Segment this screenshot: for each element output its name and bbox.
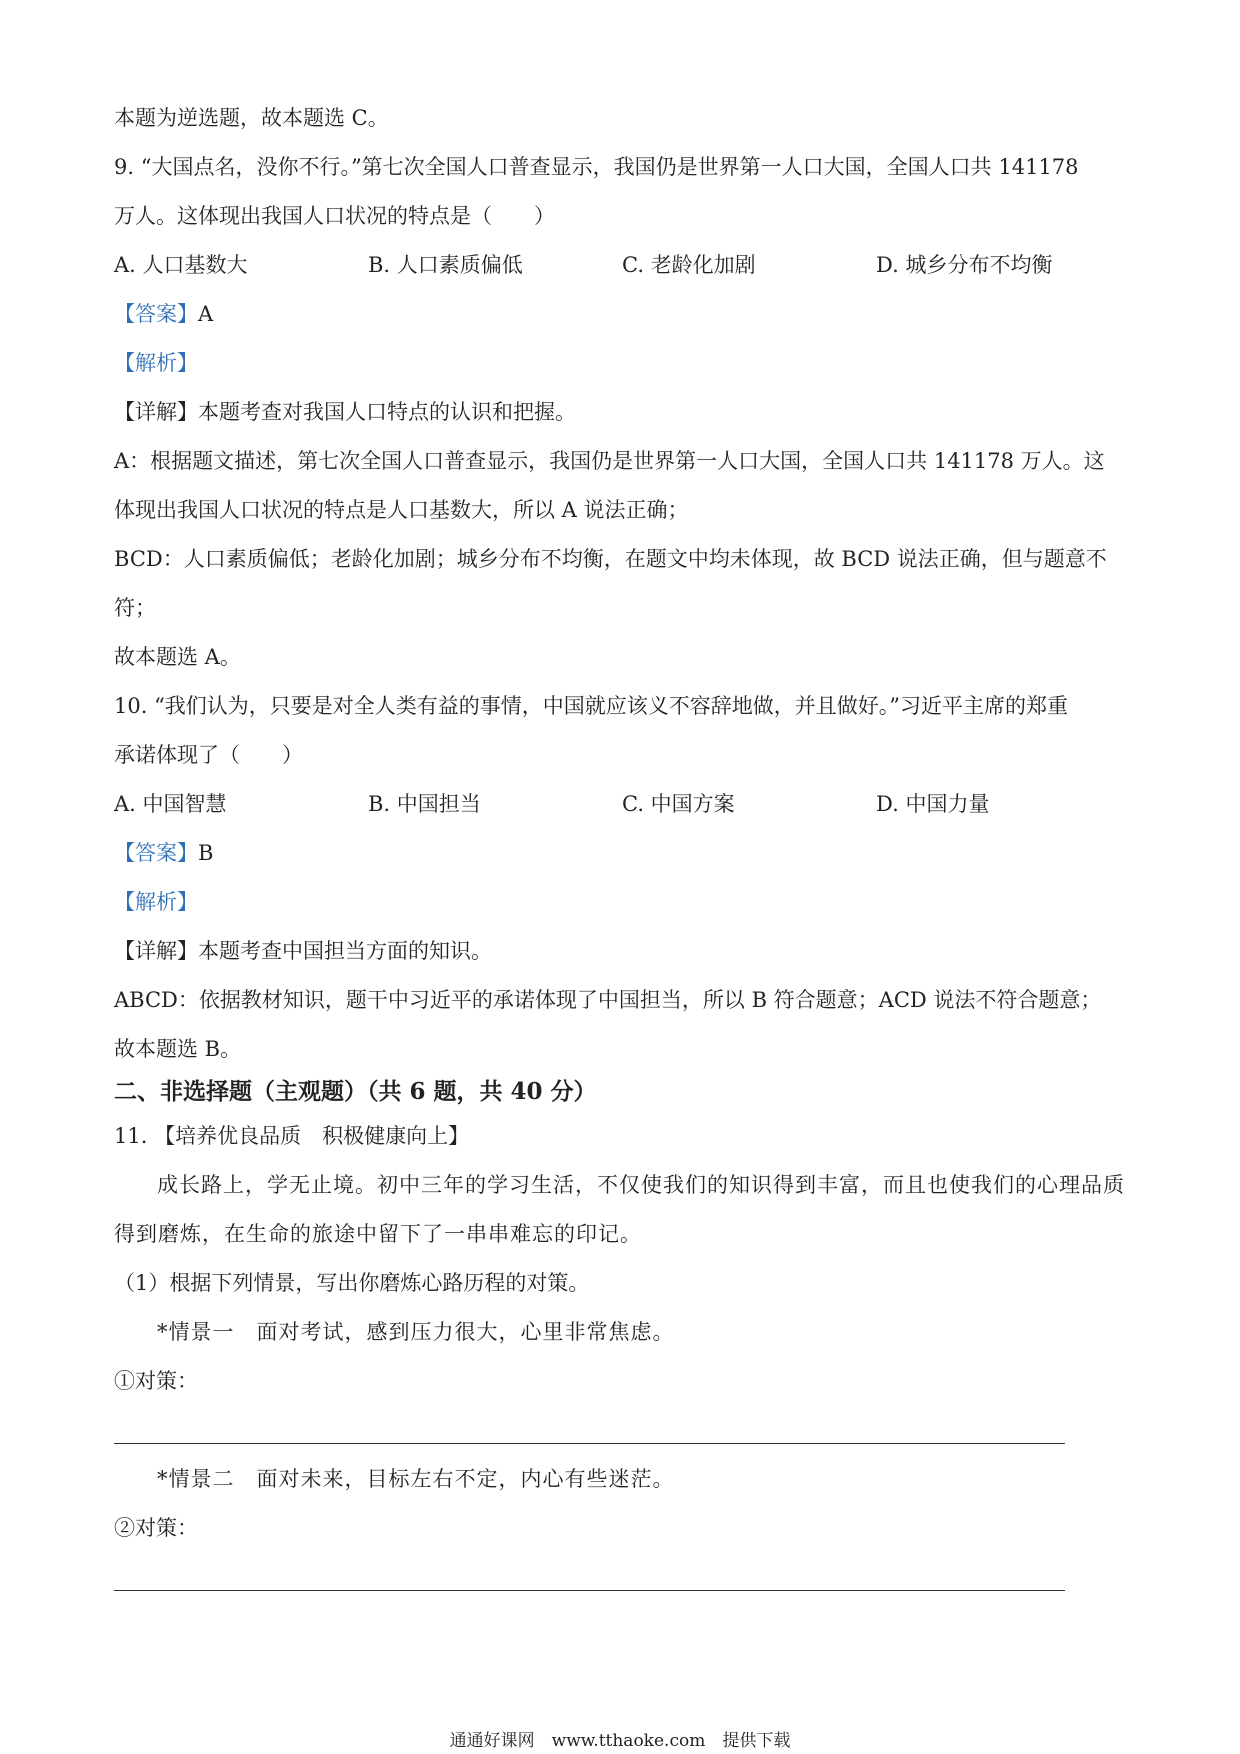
answer-line-2[interactable] — [114, 1590, 1065, 1591]
q11-answer-2-label: ②对策： — [114, 1516, 198, 1540]
footer-source: 通通好课网 www.tthaoke.com 提供下载 — [449, 1731, 791, 1751]
q11-scene-1: *情景一 面对考试，感到压力很大，心里非常焦虑。 — [157, 1320, 675, 1344]
q10-conclusion: 故本题选 B。 — [114, 1037, 242, 1061]
q10-option-b: B. 中国担当 — [368, 792, 481, 816]
q9-option-d: D. 城乡分布不均衡 — [876, 253, 1053, 277]
q9-answer-label: 【答案】 — [114, 302, 198, 326]
q9-option-b: B. 人口素质偏低 — [368, 253, 523, 277]
q9-detail-text: 本题考查对我国人口特点的认识和把握。 — [198, 400, 576, 424]
q9-option-c: C. 老龄化加剧 — [622, 253, 756, 277]
q9-option-a: A. 人口基数大 — [114, 253, 248, 277]
q9-a-explanation-line1: A：根据题文描述，第七次全国人口普查显示，我国仍是世界第一人口大国，全国人口共 141178 万人。这 — [114, 449, 1105, 473]
q11-subquestion-1: （1）根据下列情景，写出你磨炼心路历程的对策。 — [114, 1271, 590, 1295]
q9-answer-value: A — [198, 302, 214, 326]
q10-detail-text: 本题考查中国担当方面的知识。 — [198, 939, 492, 963]
q10-stem-line1: 10. “我们认为，只要是对全人类有益的事情，中国就应该义不容辞地做，并且做好。”习近平主席的郑重 — [114, 694, 1069, 718]
q9-stem-line1: 9. “大国点名，没你不行。”第七次全国人口普查显示，我国仍是世界第一人口大国，全国人口共 141178 — [114, 155, 1079, 179]
q10-option-d: D. 中国力量 — [876, 792, 990, 816]
previous-conclusion: 本题为逆选题，故本题选 C。 — [114, 106, 389, 130]
q11-title: 11. 【培养优良品质 积极健康向上】 — [114, 1124, 470, 1148]
q10-stem-line2: 承诺体现了（ ） — [114, 743, 303, 767]
q10-answer — [114, 839, 213, 867]
q9-answer — [114, 300, 213, 328]
q10-answer-value: B — [198, 841, 214, 865]
q11-intro-line2: 得到磨炼，在生命的旅途中留下了一串串难忘的印记。 — [114, 1222, 642, 1246]
q11-answer-1-label: ①对策： — [114, 1369, 198, 1393]
q10-abcd-explanation: ABCD：依据教材知识，题干中习近平的承诺体现了中国担当，所以 B 符合题意；ACD 说法不符合题意； — [114, 988, 1102, 1012]
q10-option-a: A. 中国智慧 — [114, 792, 227, 816]
q9-stem-line2: 万人。这体现出我国人口状况的特点是（ ） — [114, 204, 555, 228]
q9-bcd-explanation-line1: BCD：人口素质偏低；老龄化加剧；城乡分布不均衡，在题文中均未体现，故 BCD 说法正确，但与题意不 — [114, 547, 1107, 571]
q10-analysis-label: 【解析】 — [114, 890, 198, 914]
answer-line-1[interactable] — [114, 1443, 1065, 1444]
q9-conclusion: 故本题选 A。 — [114, 645, 241, 669]
q11-intro-line1: 成长路上，学无止境。初中三年的学习生活，不仅使我们的知识得到丰富，而且也使我们的心理品质 — [157, 1173, 1125, 1197]
q9-detail — [114, 398, 576, 426]
section-heading: 二、非选择题（主观题）（共 6 题，共 40 分） — [114, 1078, 597, 1105]
q9-detail-label: 【详解】 — [114, 400, 198, 424]
q10-detail-label: 【详解】 — [114, 939, 198, 963]
q9-bcd-explanation-line2: 符； — [114, 596, 156, 620]
q11-scene-2: *情景二 面对未来，目标左右不定，内心有些迷茫。 — [157, 1467, 675, 1491]
q9-a-explanation-line2: 体现出我国人口状况的特点是人口基数大，所以 A 说法正确； — [114, 498, 689, 522]
q10-option-c: C. 中国方案 — [622, 792, 735, 816]
q10-detail — [114, 937, 492, 965]
q10-answer-label: 【答案】 — [114, 841, 198, 865]
q9-analysis-label: 【解析】 — [114, 351, 198, 375]
